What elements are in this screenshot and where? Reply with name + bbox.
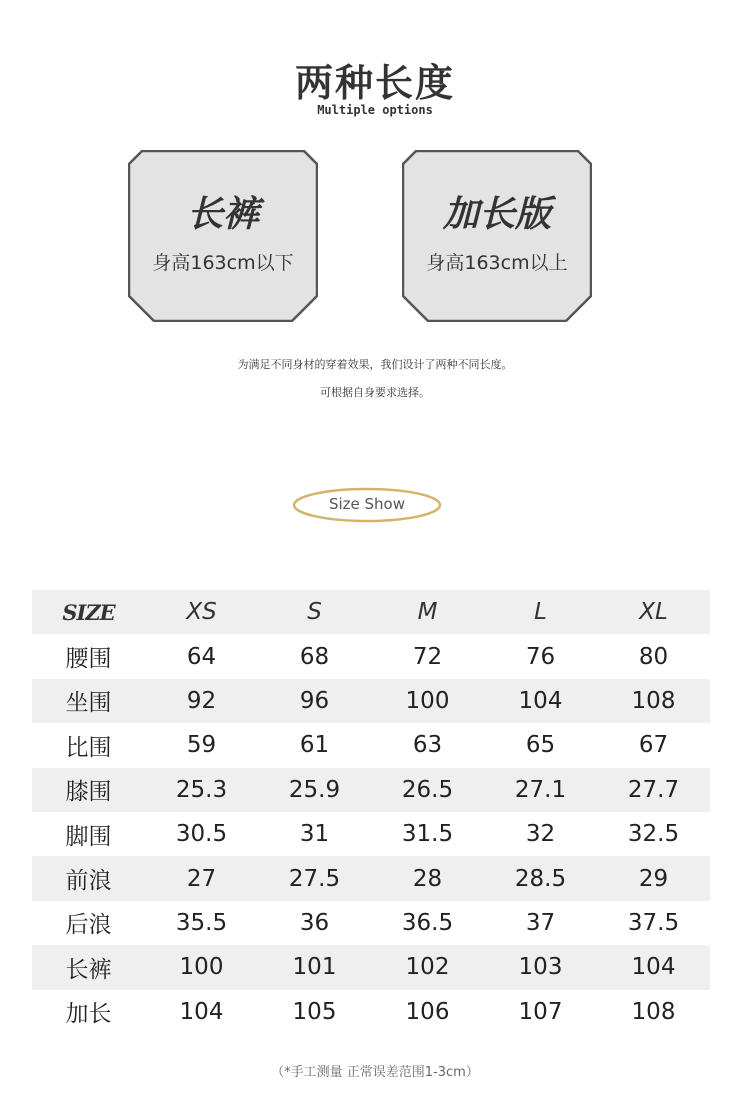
table-row xyxy=(32,723,710,767)
table-cell: 27 xyxy=(145,856,258,900)
option-name: 长裤 xyxy=(186,194,259,235)
option-desc: 身高163cm以上 xyxy=(426,252,568,274)
table-row xyxy=(32,990,710,1034)
size-corner: SIZE xyxy=(32,590,145,634)
table-cell: 37.5 xyxy=(597,901,710,945)
table-cell: 108 xyxy=(597,990,710,1034)
row-label: 后浪 xyxy=(32,901,145,945)
size-show-label: Size Show xyxy=(328,495,406,513)
table-cell: 102 xyxy=(371,945,484,989)
note-line-2: 可根据自身要求选择。 xyxy=(320,386,430,399)
option-card-regular xyxy=(128,150,318,322)
table-cell: 64 xyxy=(145,634,258,678)
table-cell: 107 xyxy=(484,990,597,1034)
size-show-badge xyxy=(292,487,442,523)
table-row xyxy=(32,679,710,723)
table-cell: 61 xyxy=(258,723,371,767)
table-cell: 100 xyxy=(145,945,258,989)
table-cell: 96 xyxy=(258,679,371,723)
size-table xyxy=(32,590,710,1034)
page-subtitle: Multiple options xyxy=(317,103,433,117)
note-line-1: 为满足不同身材的穿着效果，我们设计了两种不同长度。 xyxy=(237,358,513,371)
table-cell: 68 xyxy=(258,634,371,678)
table-cell: 80 xyxy=(597,634,710,678)
size-col-header: S xyxy=(258,590,371,634)
table-cell: 104 xyxy=(484,679,597,723)
row-label: 腰围 xyxy=(32,634,145,678)
table-cell: 108 xyxy=(597,679,710,723)
row-label: 比围 xyxy=(32,723,145,767)
table-cell: 103 xyxy=(484,945,597,989)
table-cell: 29 xyxy=(597,856,710,900)
table-cell: 27.1 xyxy=(484,768,597,812)
table-row xyxy=(32,856,710,900)
table-row xyxy=(32,768,710,812)
table-cell: 26.5 xyxy=(371,768,484,812)
table-cell: 104 xyxy=(145,990,258,1034)
size-col-header: M xyxy=(371,590,484,634)
size-col-header: XS xyxy=(145,590,258,634)
row-label: 坐围 xyxy=(32,679,145,723)
table-cell: 27.7 xyxy=(597,768,710,812)
table-cell: 28 xyxy=(371,856,484,900)
row-label: 膝围 xyxy=(32,768,145,812)
table-cell: 37 xyxy=(484,901,597,945)
row-label: 加长 xyxy=(32,990,145,1034)
table-cell: 65 xyxy=(484,723,597,767)
table-cell: 32.5 xyxy=(597,812,710,856)
row-label: 前浪 xyxy=(32,856,145,900)
table-cell: 100 xyxy=(371,679,484,723)
table-cell: 25.3 xyxy=(145,768,258,812)
option-desc: 身高163cm以下 xyxy=(152,252,294,274)
table-cell: 72 xyxy=(371,634,484,678)
table-cell: 27.5 xyxy=(258,856,371,900)
table-cell: 31 xyxy=(258,812,371,856)
page-title: 两种长度 xyxy=(294,61,455,105)
table-cell: 76 xyxy=(484,634,597,678)
table-cell: 25.9 xyxy=(258,768,371,812)
table-row xyxy=(32,901,710,945)
table-cell: 35.5 xyxy=(145,901,258,945)
row-label: 脚围 xyxy=(32,812,145,856)
table-cell: 106 xyxy=(371,990,484,1034)
table-cell: 63 xyxy=(371,723,484,767)
measurement-footnote: （*手工测量 正常误差范围1-3cm） xyxy=(271,1065,479,1080)
table-cell: 31.5 xyxy=(371,812,484,856)
table-cell: 104 xyxy=(597,945,710,989)
table-cell: 30.5 xyxy=(145,812,258,856)
size-col-header: L xyxy=(484,590,597,634)
table-cell: 36 xyxy=(258,901,371,945)
table-row xyxy=(32,812,710,856)
table-cell: 59 xyxy=(145,723,258,767)
table-cell: 105 xyxy=(258,990,371,1034)
option-card-long xyxy=(402,150,592,322)
size-col-header: XL xyxy=(597,590,710,634)
table-cell: 28.5 xyxy=(484,856,597,900)
table-cell: 101 xyxy=(258,945,371,989)
table-cell: 67 xyxy=(597,723,710,767)
table-cell: 36.5 xyxy=(371,901,484,945)
table-row xyxy=(32,945,710,989)
row-label: 长裤 xyxy=(32,945,145,989)
table-header-row xyxy=(32,590,710,634)
table-cell: 32 xyxy=(484,812,597,856)
table-row xyxy=(32,634,710,678)
table-cell: 92 xyxy=(145,679,258,723)
option-name: 加长版 xyxy=(442,194,551,235)
